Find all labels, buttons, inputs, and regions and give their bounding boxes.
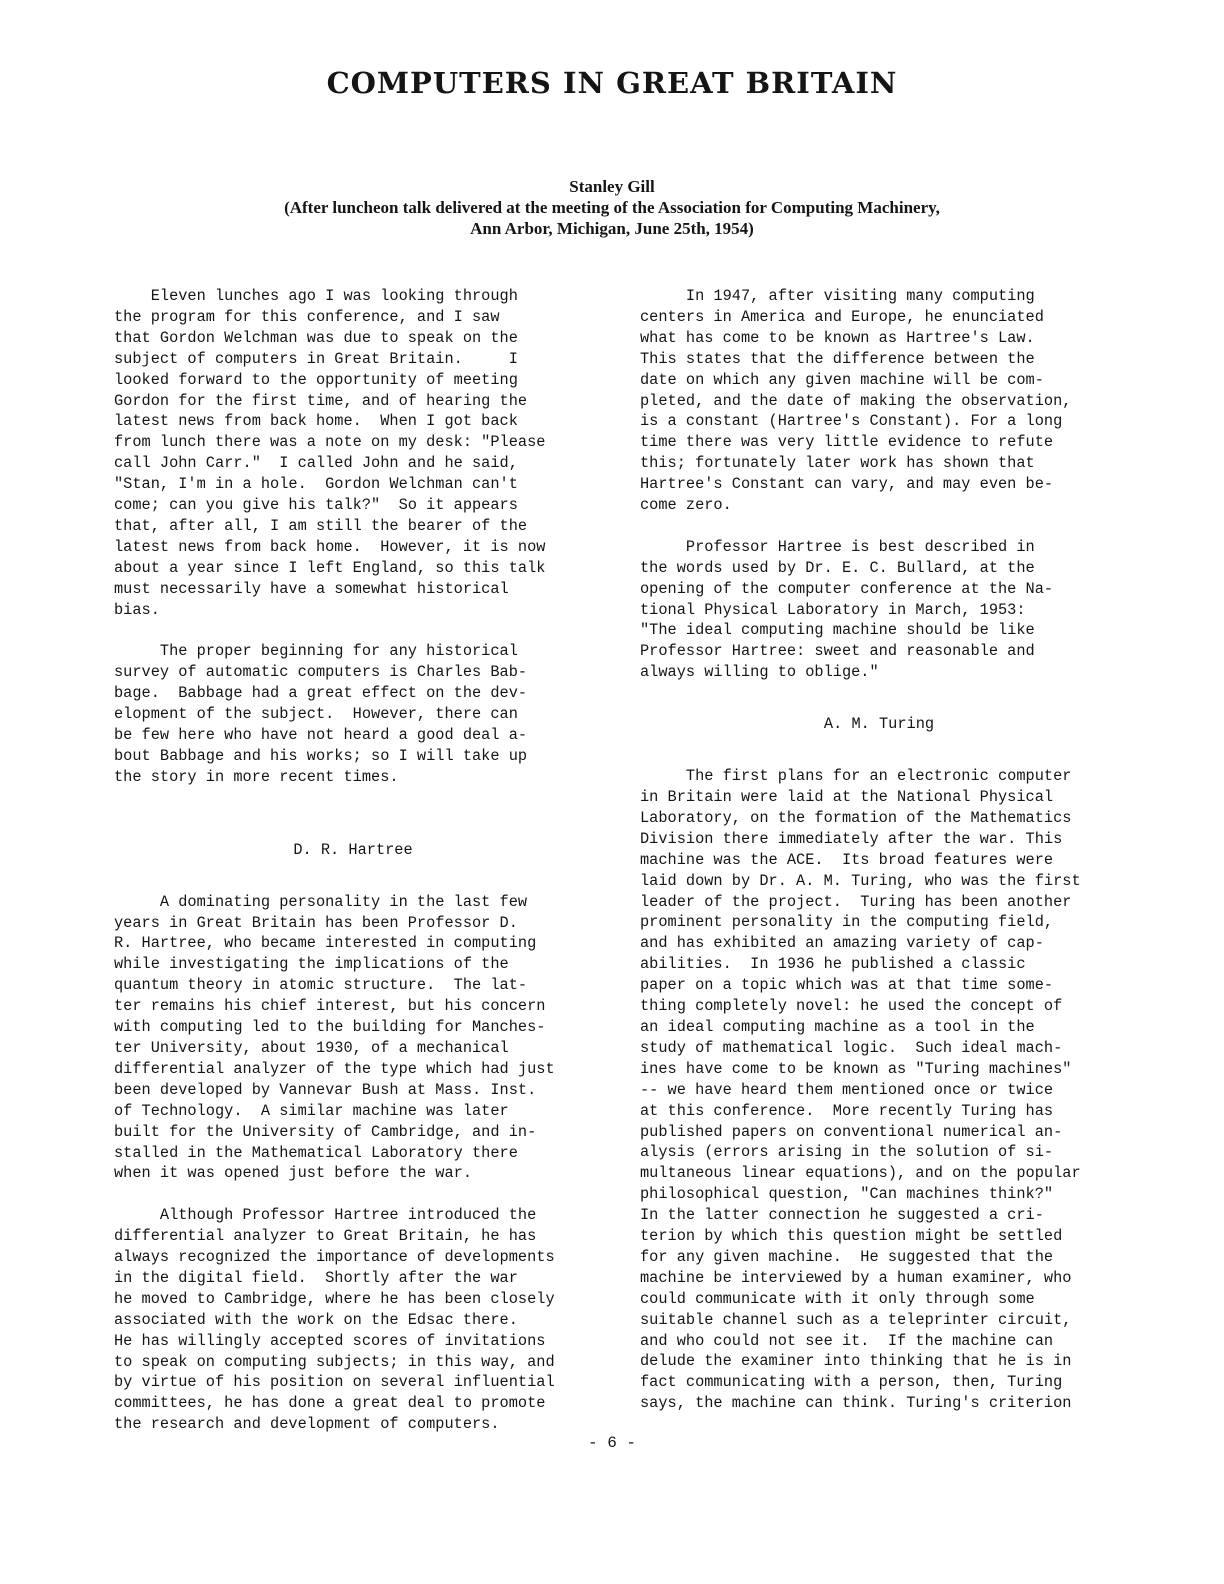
text-line: thing completely novel: he used the concept of (640, 997, 1063, 1016)
text-line: ter remains his chief interest, but his concern (114, 997, 546, 1016)
text-line: when it was opened just before the war. (114, 1164, 473, 1183)
text-line: at this conference. More recently Turing has (640, 1101, 1054, 1120)
text-line: could communicate with it only through some (640, 1289, 1035, 1308)
text-line: says, the machine can think. Turing's criterion (640, 1394, 1072, 1413)
page-number: - 6 - (587, 1434, 636, 1452)
text-line: built for the University of Cambridge, and in- (114, 1122, 537, 1141)
text-line: and who could not see it. If the machine can (640, 1331, 1054, 1350)
text-line: be few here who have not heard a good deal a- (114, 726, 528, 745)
text-line: been developed by Vannevar Bush at Mass. Inst. (114, 1080, 537, 1099)
text-line: prominent personality in the computing field, (640, 913, 1054, 932)
text-line: an ideal computing machine as a tool in the (640, 1017, 1035, 1036)
text-line: This states that the difference between the (640, 349, 1035, 368)
text-line: Eleven lunches ago I was looking through (114, 287, 518, 305)
text-line: delude the examiner into thinking that he is in (640, 1352, 1072, 1371)
text-line: that Gordon Welchman was due to speak on the (114, 328, 518, 347)
text-line: in the digital field. Shortly after the war (114, 1268, 518, 1287)
text-line: fact communicating with a person, then, Turing (640, 1373, 1063, 1392)
text-line: A dominating personality in the last few (114, 892, 528, 911)
text-line: opening of the computer conference at the Na- (640, 579, 1054, 598)
left-column (114, 286, 592, 1435)
paragraph-bullard-quote (640, 537, 1118, 683)
text-line: study of mathematical logic. Such ideal mach- (640, 1038, 1063, 1057)
text-line: latest news from back home. However, it is now (114, 537, 546, 556)
text-line: published papers on conventional numerical an- (640, 1122, 1063, 1141)
text-line: R. Hartree, who became interested in computing (114, 934, 537, 953)
text-line: come; can you give his talk?" So it appears (114, 496, 518, 515)
text-line: stalled in the Mathematical Laboratory there (114, 1143, 518, 1162)
text-line: the story in more recent times. (114, 767, 399, 786)
text-line: Professor Hartree: sweet and reasonable and (640, 642, 1035, 661)
text-line: -- we have heard them mentioned once or twice (640, 1080, 1054, 1099)
text-line: multaneous linear equations), and on the popular (640, 1164, 1081, 1183)
text-line: machine was the ACE. Its broad features were (640, 850, 1054, 869)
text-line: always recognized the importance of developments (114, 1248, 555, 1267)
subtitle-line-1: (After luncheon talk delivered at the meeting of the Association for Computing Machinery, (284, 198, 940, 217)
text-line: looked forward to the opportunity of meeting (114, 370, 518, 389)
paragraph-proper-beginning (114, 641, 592, 787)
text-line: quantum theory in atomic structure. The lat- (114, 976, 528, 995)
text-line: from lunch there was a note on my desk: "Please (114, 433, 546, 452)
text-line: date on which any given machine will be com- (640, 370, 1044, 389)
paragraph-hartrees-law (640, 286, 1118, 516)
text-line: that, after all, I am still the bearer of the (114, 516, 528, 535)
section-heading-turing: A. M. Turing (823, 715, 935, 734)
byline (0, 176, 1224, 239)
text-line: while investigating the implications of the (114, 955, 509, 974)
text-line: and has exhibited an amazing variety of cap- (640, 934, 1044, 953)
text-line: come zero. (640, 496, 732, 515)
paragraph-differential-analyzer (114, 1205, 592, 1435)
text-line: with computing led to the building for Manches- (114, 1018, 546, 1037)
text-line: this; fortunately later work has shown that (640, 454, 1035, 473)
text-line: subject of computers in Great Britain. I (114, 349, 518, 368)
text-line: The first plans for an electronic computer (640, 767, 1072, 786)
text-line: ter University, about 1930, of a mechanical (114, 1038, 509, 1057)
text-line: "The ideal computing machine should be like (640, 621, 1035, 640)
text-line: differential analyzer to Great Britain, he has (114, 1227, 537, 1246)
text-line: abilities. In 1936 he published a classic (640, 955, 1026, 974)
text-line: associated with the work on the Edsac there. (114, 1310, 518, 1329)
page-title: COMPUTERS IN GREAT BRITAIN (326, 66, 898, 100)
text-line: terion by which this question might be settled (640, 1227, 1063, 1246)
text-line: Professor Hartree is best described in (640, 537, 1035, 556)
text-line: tional Physical Laboratory in March, 1953: (640, 600, 1026, 619)
text-line: the research and development of computers. (114, 1415, 500, 1434)
text-line: is a constant (Hartree's Constant). For a long (640, 412, 1063, 431)
text-line: The proper beginning for any historical (114, 642, 518, 661)
text-line: by virtue of his position on several influential (114, 1373, 555, 1392)
text-line: about a year since I left England, so this talk (114, 558, 546, 577)
text-line: for any given machine. He suggested that the (640, 1247, 1054, 1266)
text-line: what has come to be known as Hartree's Law. (640, 328, 1035, 347)
text-line: leader of the project. Turing has been another (640, 892, 1072, 911)
text-line: ines have come to be known as "Turing machines" (640, 1059, 1072, 1078)
text-line: he moved to Cambridge, where he has been closely (114, 1289, 555, 1308)
text-line: the words used by Dr. E. C. Bullard, at the (640, 558, 1035, 577)
text-line: "Stan, I'm in a hole. Gordon Welchman can't (114, 475, 518, 494)
text-line: bias. (114, 600, 160, 619)
text-line: alysis (errors arising in the solution of si- (640, 1143, 1054, 1162)
text-line: Gordon for the first time, and of hearing the (114, 391, 528, 410)
text-line: years in Great Britain has been Professor D. (114, 913, 518, 932)
right-column (640, 286, 1118, 1414)
author-name: Stanley Gill (569, 177, 655, 196)
text-line: must necessarily have a somewhat historical (114, 579, 509, 598)
text-line: machine be interviewed by a human examiner, who (640, 1268, 1072, 1287)
text-line: centers in America and Europe, he enunciated (640, 307, 1044, 326)
text-line: of Technology. A similar machine was later (114, 1101, 509, 1120)
text-line: differential analyzer of the type which had just (114, 1059, 555, 1078)
text-line: to speak on computing subjects; in this way, and (114, 1352, 555, 1371)
text-line: suitable channel such as a teleprinter circuit, (640, 1310, 1072, 1329)
text-line: He has willingly accepted scores of invitations (114, 1331, 546, 1350)
text-line: laid down by Dr. A. M. Turing, who was the first (640, 871, 1081, 890)
text-line: always willing to oblige." (640, 663, 879, 682)
text-line: paper on a topic which was at that time some- (640, 976, 1054, 995)
text-line: elopment of the subject. However, there can (114, 705, 518, 724)
text-line: bage. Babbage had a great effect on the dev- (114, 684, 528, 703)
text-line: in Britain were laid at the National Physical (640, 788, 1054, 807)
text-line: philosophical question, "Can machines think?" (640, 1185, 1054, 1204)
text-line: Division there immediately after the war. This (640, 829, 1063, 848)
text-line: committees, he has done a great deal to promote (114, 1394, 546, 1413)
paragraph-dominating-personality (114, 892, 592, 1185)
text-line: latest news from back home. When I got back (114, 412, 518, 431)
text-line: bout Babbage and his works; so I will take up (114, 746, 528, 765)
text-line: survey of automatic computers is Charles Bab- (114, 663, 528, 682)
text-line: time there was very little evidence to refute (640, 433, 1054, 452)
text-line: In 1947, after visiting many computing (640, 287, 1035, 305)
subtitle-line-2: Ann Arbor, Michigan, June 25th, 1954) (470, 219, 754, 238)
text-line: Although Professor Hartree introduced the (114, 1206, 537, 1225)
text-line: Laboratory, on the formation of the Mathematics (640, 808, 1072, 827)
text-line: pleted, and the date of making the observation, (640, 391, 1072, 410)
text-line: In the latter connection he suggested a cri- (640, 1206, 1044, 1225)
text-line: Hartree's Constant can vary, and may even be- (640, 475, 1054, 494)
paragraph-eleven-lunches (114, 286, 592, 621)
paragraph-turing-ace (640, 766, 1118, 1414)
section-heading-hartree: D. R. Hartree (293, 840, 413, 859)
text-line: the program for this conference, and I saw (114, 307, 500, 326)
text-line: call John Carr." I called John and he said, (114, 454, 518, 473)
